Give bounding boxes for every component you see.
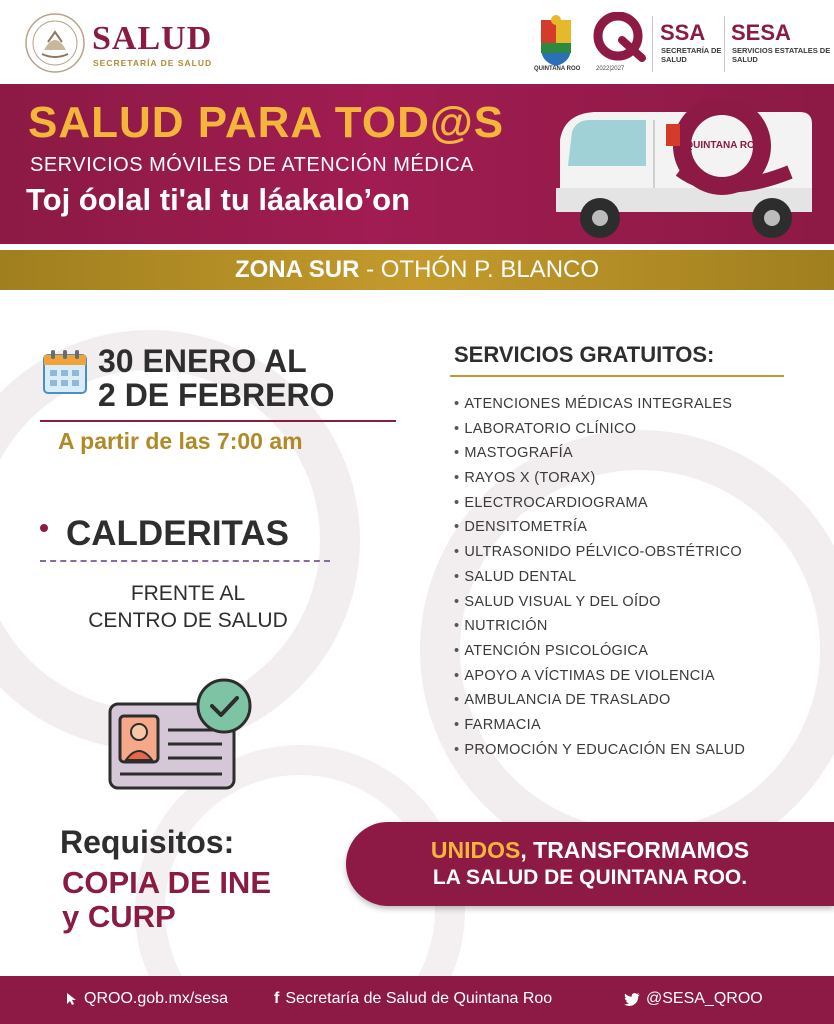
brand-subtitle: SECRETARÍA DE SALUD xyxy=(93,58,213,68)
place-detail-line-1: FRENTE AL xyxy=(130,582,246,605)
banner-subtitle: SERVICIOS MÓVILES DE ATENCIÓN MÉDICA xyxy=(30,154,475,176)
list-item: • ATENCIONES MÉDICAS INTEGRALES xyxy=(454,394,745,419)
list-item: • SALUD DENTAL xyxy=(454,567,745,592)
list-item: • ATENCIÓN PSICOLÓGICA xyxy=(454,641,745,666)
id-card-check-icon xyxy=(106,674,256,792)
divider xyxy=(40,420,396,422)
divider xyxy=(40,560,330,562)
list-item: • ULTRASONIDO PÉLVICO-OBSTÉTRICO xyxy=(454,542,745,567)
shield-label: QUINTANA ROO xyxy=(534,66,581,72)
calendar-icon xyxy=(42,349,88,395)
requirements-text xyxy=(62,866,271,934)
brand-title: SALUD xyxy=(92,20,213,57)
slogan-line-2: LA SALUD DE QUINTANA ROO. xyxy=(432,866,748,889)
event-time: A partir de las 7:00 am xyxy=(58,428,303,454)
list-item: • LABORATORIO CLÍNICO xyxy=(454,419,745,444)
list-item: • DENSITOMETRÍA xyxy=(454,517,745,542)
date-line-1: 30 ENERO AL xyxy=(98,343,307,379)
services-list xyxy=(454,394,745,764)
twitter-icon xyxy=(624,993,640,1006)
list-item: • MASTOGRAFÍA xyxy=(454,443,745,468)
banner-maya-text: Toj óolal ti'al tu láakalo’on xyxy=(26,182,411,217)
list-item: • ELECTROCARDIOGRAMA xyxy=(454,493,745,518)
date-line-2: 2 DE FEBRERO xyxy=(98,377,335,413)
van-logo-text: QUINTANA ROO xyxy=(685,140,763,151)
slogan-banner xyxy=(346,822,834,906)
list-item: • AMBULANCIA DE TRASLADO xyxy=(454,690,745,715)
banner-title: SALUD PARA TOD@S xyxy=(28,98,505,147)
q-logo-icon xyxy=(588,12,648,64)
bullet-icon xyxy=(40,524,48,532)
footer xyxy=(0,976,834,1024)
place-detail-line-2: CENTRO DE SALUD xyxy=(88,609,288,632)
footer-twitter-text: @SESA_QROO xyxy=(646,990,763,1007)
sesa-title: SESA xyxy=(731,20,791,45)
ssa-title: SSA xyxy=(660,20,706,45)
requirements-line-2: y CURP xyxy=(62,899,176,934)
cursor-icon xyxy=(66,992,78,1006)
q-logo-years: 2022|2027 xyxy=(596,66,625,72)
zone-strip xyxy=(0,250,834,290)
services-title: SERVICIOS GRATUITOS: xyxy=(454,342,715,367)
list-item: • SALUD VISUAL Y DEL OÍDO xyxy=(454,592,745,617)
requirements-line-1: COPIA DE INE xyxy=(62,865,271,900)
event-place: CALDERITAS xyxy=(66,514,289,553)
divider xyxy=(450,375,784,377)
place-detail xyxy=(40,580,336,634)
banner xyxy=(0,84,834,244)
requirements-label: Requisitos: xyxy=(60,824,235,860)
zone-name: ZONA SUR xyxy=(234,256,360,283)
footer-web-text: QROO.gob.mx/sesa xyxy=(84,990,229,1007)
footer-web-link[interactable] xyxy=(66,990,228,1008)
quintana-roo-shield-icon xyxy=(537,14,575,68)
list-item: • NUTRICIÓN xyxy=(454,616,745,641)
divider xyxy=(724,16,725,72)
footer-twitter-link[interactable] xyxy=(624,990,763,1008)
list-item: • APOYO A VÍCTIMAS DE VIOLENCIA xyxy=(454,666,745,691)
header xyxy=(0,0,834,84)
mexico-seal-icon xyxy=(24,12,86,74)
ambulance-van-icon xyxy=(550,100,820,244)
facebook-icon: f xyxy=(274,990,280,1007)
slogan-accent: UNIDOS xyxy=(430,837,521,863)
list-item: • PROMOCIÓN Y EDUCACIÓN EN SALUD xyxy=(454,740,745,765)
zone-municipality: - OTHÓN P. BLANCO xyxy=(359,256,600,283)
divider xyxy=(652,16,653,72)
list-item: • FARMACIA xyxy=(454,715,745,740)
list-item: • RAYOS X (TORAX) xyxy=(454,468,745,493)
sesa-subtitle: SERVICIOS ESTATALES DE SALUD xyxy=(732,46,831,64)
footer-facebook-text: Secretaría de Salud de Quintana Roo xyxy=(285,990,553,1007)
ssa-subtitle: SECRETARÍA DE SALUD xyxy=(661,46,722,64)
event-dates xyxy=(98,344,334,412)
slogan-line-1-rest: , TRANSFORMAMOS xyxy=(520,837,750,863)
footer-facebook-link[interactable] xyxy=(274,990,552,1008)
slogan-line-1 xyxy=(346,836,834,864)
